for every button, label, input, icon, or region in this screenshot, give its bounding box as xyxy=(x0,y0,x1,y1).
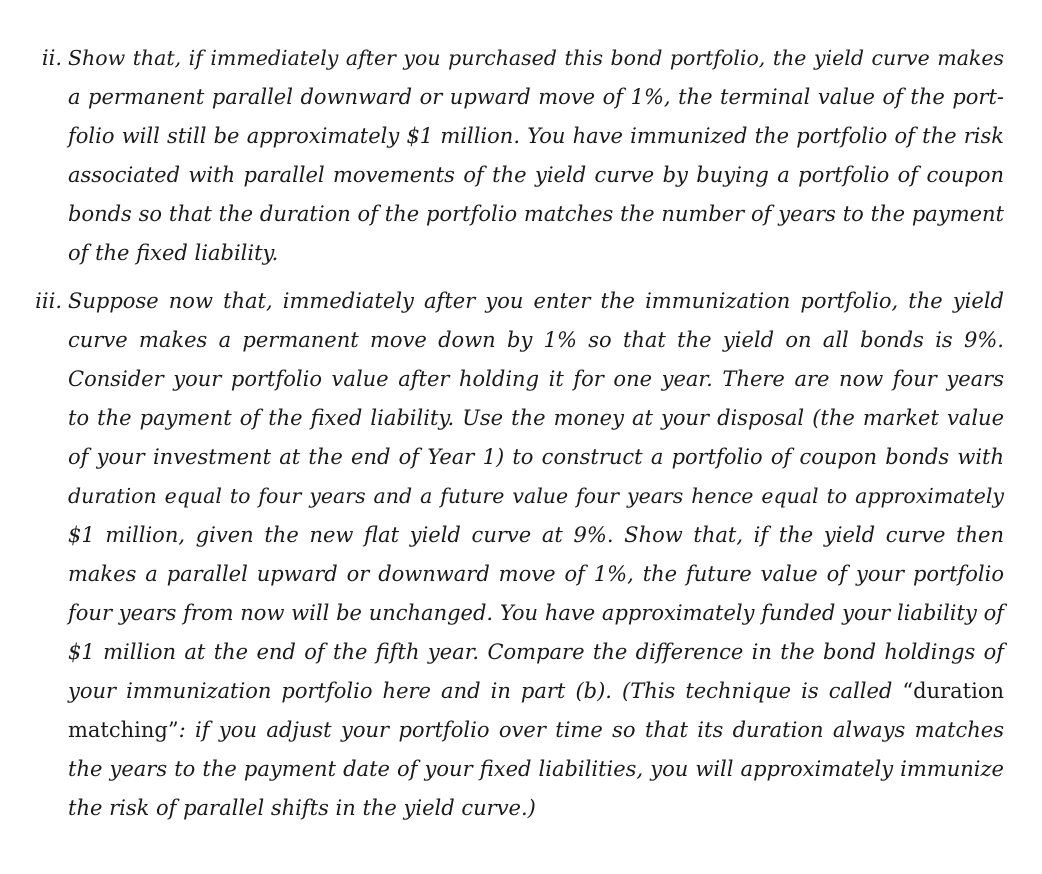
text-line: Suppose now that, immediately after you enter the immunization portfolio, the yield xyxy=(68,289,1004,313)
text-line: duration equal to four years and a future value four years hence equal to approximately xyxy=(68,484,1004,508)
text-line: $1 million, given the new flat yield curve at 9%. Show that, if the yield curve then xyxy=(68,523,1004,547)
text-line xyxy=(68,672,1004,711)
text-line: of your investment at the end of Year 1) to construct a portfolio of coupon bonds with xyxy=(68,445,1004,469)
text-run-italic: your immunization portfolio here and in part (b). (This technique is called xyxy=(68,679,903,703)
text-line: folio will still be approximately $1 million. You have immunized the portfolio of the risk xyxy=(68,124,1004,148)
text-line: the years to the payment date of your fixed liabilities, you will approximately immunize xyxy=(68,757,1004,781)
text-line: curve makes a permanent move down by 1% so that the yield on all bonds is 9%. xyxy=(68,328,1004,352)
text-line: four years from now will be unchanged. You have approximately funded your liability of xyxy=(68,601,1004,625)
text-line: Show that, if immediately after you purchased this bond portfolio, the yield curve makes xyxy=(68,46,1004,70)
text-line: Consider your portfolio value after holding it for one year. There are now four years xyxy=(68,367,1004,391)
text-line: associated with parallel movements of the yield curve by buying a portfolio of coupon xyxy=(68,163,1004,187)
text-line: the risk of parallel shifts in the yield curve.) xyxy=(68,796,536,820)
text-line xyxy=(68,711,1004,750)
text-line: to the payment of the fixed liability. Use the money at your disposal (the market value xyxy=(68,406,1004,430)
text-run-upright: matching” xyxy=(68,718,179,742)
text-run-upright: “duration xyxy=(902,679,1004,703)
item-marker: ii. xyxy=(41,46,62,70)
text-run-italic: : if you adjust your portfolio over time so that its duration always matches xyxy=(178,718,1004,742)
text-line: $1 million at the end of the fifth year. Compare the difference in the bond holdings of xyxy=(68,640,1004,664)
text-line: makes a parallel upward or downward move of 1%, the future value of your portfolio xyxy=(68,562,1004,586)
text-line: of the fixed liability. xyxy=(68,241,279,265)
text-line: a permanent parallel downward or upward move of 1%, the terminal value of the port- xyxy=(68,85,1004,109)
item-marker: iii. xyxy=(35,289,62,313)
text-line: bonds so that the duration of the portfolio matches the number of years to the payment xyxy=(68,202,1004,226)
